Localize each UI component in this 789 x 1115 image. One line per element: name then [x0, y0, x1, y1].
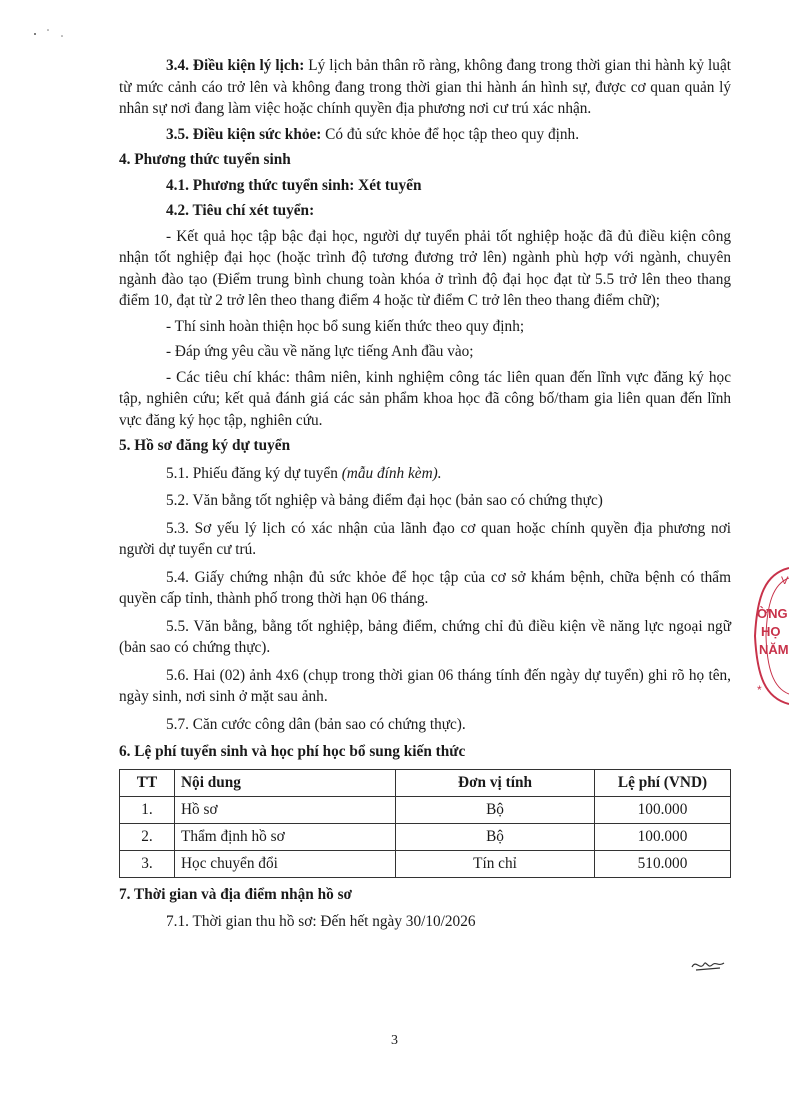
criterion-1: - Kết quả học tập bậc đại học, người dự tuyển phải tốt nghiệp hoặc đã đủ điều kiện công nhận tốt nghiệp đại học (hoặc trình độ tương đương trở lên) ngành phù hợp với ngành, chuyên ngành đào tạo (Điểm trung bình chung toàn khóa ở trình độ đại học đạt từ 5.5 trở lên theo thang điểm 10, đạt từ 2 trở lên theo thang điểm 4 hoặc từ điểm C trở lên theo thang điểm chữ); — [119, 227, 731, 309]
section-7-heading: 7. Thời gian và địa điểm nhận hồ sơ — [119, 885, 353, 903]
cell-unit: Tín chỉ — [396, 850, 595, 877]
header-unit: Đơn vị tính — [396, 769, 595, 796]
stamp-text-line: HỌ — [761, 624, 781, 639]
section-6-heading: 6. Lệ phí tuyển sinh và học phí học bổ sung kiến thức — [119, 743, 466, 760]
cell-fee: 100.000 — [595, 796, 731, 823]
scan-speck-mark — [30, 20, 70, 40]
table-row — [120, 796, 731, 823]
cell-content: Hồ sơ — [175, 796, 396, 823]
header-tt: TT — [120, 769, 175, 796]
criterion-3: - Đáp ứng yêu cầu về năng lực tiếng Anh đầu vào; — [166, 343, 474, 360]
document-5-1 — [119, 463, 731, 485]
section-3-4-label: 3.4. Điều kiện lý lịch: — [166, 57, 305, 74]
red-seal-stamp — [745, 566, 789, 706]
fee-table-header-row — [120, 769, 731, 796]
fee-table — [119, 769, 731, 878]
section-4-heading: 4. Phương thức tuyển sinh — [119, 151, 291, 168]
page-number: 3 — [391, 1033, 398, 1048]
item-7-1: 7.1. Thời gian thu hồ sơ: Đến hết ngày 30/10/2026 — [166, 913, 476, 930]
cell-fee: 100.000 — [595, 823, 731, 850]
section-4-1-heading: 4.1. Phương thức tuyển sinh: Xét tuyển — [166, 176, 422, 194]
document-5-5: 5.5. Văn bằng, bằng tốt nghiệp, bảng điểm, chứng chỉ đủ điều kiện về năng lực ngoại ngữ (bản sao có chứng thực). — [119, 617, 731, 656]
document-5-3: 5.3. Sơ yếu lý lịch có xác nhận của lãnh đạo cơ quan hoặc chính quyền địa phương nơi người dự tuyển cư trú. — [119, 519, 731, 558]
header-content: Nội dung — [175, 769, 396, 796]
cell-fee: 510.000 — [595, 850, 731, 877]
section-3-5-label: 3.5. Điều kiện sức khỏe: — [166, 125, 322, 143]
cell-content: Học chuyển đổi — [175, 850, 396, 877]
cell-unit: Bộ — [396, 823, 595, 850]
criterion-2: - Thí sinh hoàn thiện học bổ sung kiến thức theo quy định; — [166, 317, 525, 335]
document-5-4: 5.4. Giấy chứng nhận đủ sức khỏe để học tập của cơ sở khám bệnh, chữa bệnh có thẩm quyền cấp tỉnh, thành phố trong thời hạn 06 tháng. — [119, 568, 731, 607]
document-5-6: 5.6. Hai (02) ảnh 4x6 (chụp trong thời gian 06 tháng tính đến ngày dự tuyển) ghi rõ họ tên, ngày sinh, nơi sinh ở mặt sau ảnh. — [119, 666, 731, 705]
section-3-5-text: Có đủ sức khỏe để học tập theo quy định. — [321, 125, 580, 143]
svg-text:V: V — [781, 575, 789, 587]
section-4-2-heading: 4.2. Tiêu chí xét tuyển: — [166, 202, 315, 219]
cell-tt: 3. — [120, 850, 175, 877]
section-5-heading: 5. Hồ sơ đăng ký dự tuyển — [119, 437, 291, 454]
criterion-4: - Các tiêu chí khác: thâm niên, kinh nghiệm công tác liên quan đến lĩnh vực đăng ký học tập, nghiên cứu; kết quả đánh giá các sản phẩm khoa học đã công bố/tham gia liên quan đến lĩnh vực đăng ký học tập, nghiên cứu. — [119, 368, 731, 429]
header-fee: Lệ phí (VND) — [595, 769, 731, 796]
document-5-1-text: 5.1. Phiếu đăng ký dự tuyển — [166, 464, 342, 482]
section-3-4-text: Lý lịch bản thân rõ ràng, không đang trong thời gian thi hành kỷ luật từ mức cảnh cáo trở lên và không đang trong thời gian thi hành án hình sự, được cơ quan quản lý nhân sự nơi đang làm việc hoặc chính quyền địa phương nơi cư trú xác nhận. — [119, 57, 732, 117]
document-body — [119, 55, 731, 933]
cell-unit: Bộ — [396, 796, 595, 823]
document-5-1-note: (mẫu đính kèm). — [341, 464, 442, 482]
document-5-2: 5.2. Văn bằng tốt nghiệp và bảng điểm đại học (bản sao có chứng thực) — [166, 492, 603, 509]
handwritten-initial-signature — [690, 955, 730, 975]
document-5-7: 5.7. Căn cước công dân (bản sao có chứng thực). — [166, 715, 466, 733]
stamp-text-line: ỜNG — [757, 606, 788, 621]
stamp-text-line: NĂM — [759, 642, 789, 657]
table-row — [120, 850, 731, 877]
cell-tt: 1. — [120, 796, 175, 823]
cell-content: Thẩm định hồ sơ — [175, 823, 396, 850]
section-3-4 — [119, 55, 731, 120]
table-row — [120, 823, 731, 850]
section-3-5 — [119, 124, 731, 146]
svg-text:*: * — [757, 683, 762, 697]
cell-tt: 2. — [120, 823, 175, 850]
